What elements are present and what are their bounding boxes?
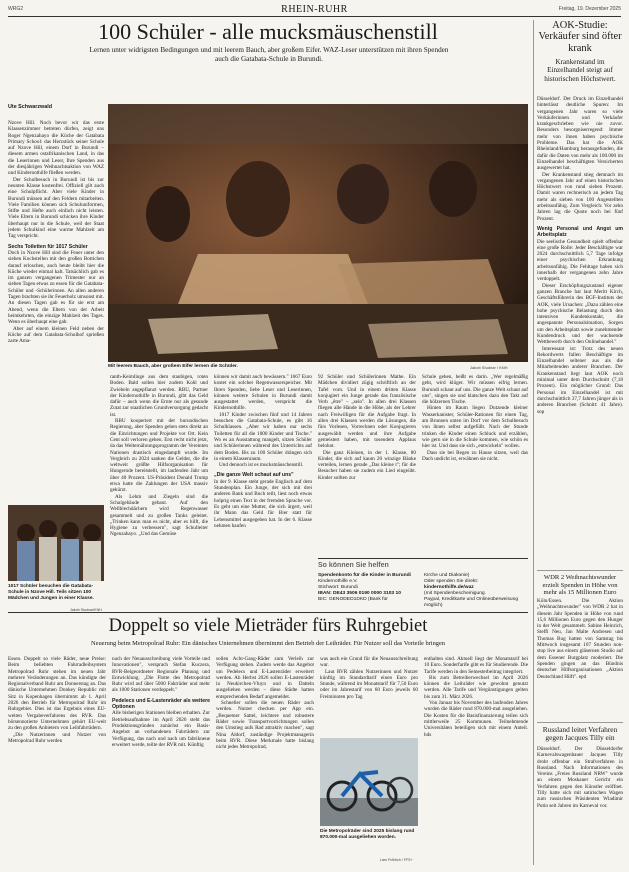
wdr-headline: WDR 2 Weihnachtswunder erzielt Spenden in Höhe von mehr als 15 Millionen Euro bbox=[542, 574, 618, 597]
bottom-col-5 bbox=[424, 656, 528, 868]
donation-account bbox=[318, 573, 422, 603]
paragraph: Laut RVR zählen Nutzerinnen und Nutzer künftig im Standardtarif einen Euro pro Stunde, während im Monatstarif für 7,50 Euro oder im Jahrestarif von 60 Euro jeweils 60 Freiminuten pro Tag bbox=[320, 668, 418, 700]
issue-date: Freitag, 19. Dezember 2025 bbox=[558, 6, 621, 12]
paragraph: ranth-Keimlinge aus dem staubigen, roten Boden. Bald sollen hier zudem Kohl und Zwiebeln angepflanzt werden. RBU, Partner der Kindernothilfe in Burundi, gibt das Geld dafür – auch wenn die Ernte nur als gesunde Zutat zur staatlichen Grundversorgung gedacht ist. bbox=[110, 374, 208, 418]
paragraph: Schneller sollen die neuen Räder auch werden. Nutzer checken per App ein. „Bequemer Sattel, leichtere und robustere Räder sowie Transportvorrichtungen sollen den Umstieg aufs Rad attraktiv machen", sagt Nina Aldorf, zuständige Projektmanagerin beim RVR. Diese Merkmale hatte bislang nicht jedes Metropolrad, bbox=[216, 700, 314, 751]
paragraph: „Die Nutzerinnen und Nutzer von Metropolrad Ruhr werden bbox=[8, 731, 106, 744]
donation-line: (mit Spendenbescheinigung. bbox=[424, 591, 486, 596]
tilly-text bbox=[537, 746, 623, 866]
bottom-col-1 bbox=[8, 656, 106, 868]
paragraph: In der 9. Klasse steht gerade Englisch auf dem Stundenplan. Ein Junge, der sich mit drei anderen Bank und Buch teilt, liest noch etwas holprig einen Text in der fremden Sprache vor. Es geht um eine Mutter, die sich ärgert, weil ihr Mann das Geld für Bier statt für Lebensmittel ausgegeben hat. In der 6. Klasse nehmen haufen bbox=[214, 478, 312, 529]
paragraph: Düsseldorf. Der Düsseldorfer Karnevalswagenbauer Jacques Tilly droht offenbar ein Strafverfahren in Russland. Nach Informationen des Vereins „Freies Russland NRW" wurde an einem Moskauer Gericht ein Verfahren gegen den Künstler eröffnet. Tilly hatte sich mit satirischen Wagen zum russischen Präsidenten Wladimir Putin seit Jahren im Karneval vor. bbox=[537, 746, 623, 809]
paragraph: Dieser Erschöpfungszustand eigener ganzen Branche hat laut Meritt Kirch, Geschäftsführerin des BGF-Instituts der AOK, viele Ursachen: „Dazu zählen eine hohe psychische Belastung durch den intensiven Kundenkontakt, die angespannte Personalsituation, Sorgen um den Arbeitsplatz sowie zunehmender Kundendruck und der wachsende Wettbewerb durch den Onlinehandel." bbox=[537, 282, 623, 346]
paragraph: was auch ein Grund für die Neuausschreibung war. bbox=[320, 656, 418, 669]
bottom-subhead: Neuerung beim Metropolrad Ruhr: Ein dänisches Unternehmen übernimmt den Betrieb der Leihräder. Für Nutzer soll das Vorteile bringen bbox=[91, 640, 445, 647]
paragraph: Als Lehm und Ziegeln sind die Schulgebäude gebaut. Auf den Wellblechdächern wird Regenwasser gesammelt und zu großen Tanks geleitet. „Trinken kann man es nicht, aber es hilft, die Hygiene zu verbessern", sagt Schulleiter Ngenzahayo. „Und das Gemüse bbox=[110, 493, 208, 538]
bike-photo-caption: Die Metropolräder sind 2025 bislang rund 870.000-mal ausgeliehen worden. bbox=[320, 829, 415, 840]
small-photo bbox=[8, 505, 104, 581]
donation-line: BIC: GENODED1DKD (Bank für bbox=[318, 597, 388, 602]
main-photo-credit: Jakob Studnar / KNH bbox=[470, 365, 508, 370]
paragraph: Düsseldorf. Der Druck im Einzelhandel hinterlässt deutliche Spuren: Im vergangenen Jahr waren so viele Verkäuferinnen und Verkäufer krankgeschrieben wie nie zuvor. Besonders besorgniserregend: Immer mehr von ihnen haben psychische Probleme. Das hat die AOK Rheinland/Hamburg herausgefunden, die dafür die Daten von mehr als 100.000 im Einzelhandel beschäftigten Versicherten ausgewertet hat. bbox=[537, 96, 623, 172]
main-col-1 bbox=[8, 120, 104, 500]
paragraph: Der Krankenstand stieg demnach im vergangenen Jahr auf einen historischen Höchstwert von rund sieben Prozent. Damit waren rechnerisch an jedem Tag mehr als sieben von 100 Angestellten arbeitsunfähig. Zum Vergleich: Vor zehn Jahren lag die Quote noch bei fünf Prozent. bbox=[537, 171, 623, 222]
paragraph: Und dennoch ist es mucksmäuschenstill. bbox=[219, 462, 304, 469]
paragraph: Hinten im Raum liegen Dutzende kleiner Wasserkanister, Schüler-Rationen für einen Tag, am Brunnen unten im Dorf vor dem Schulbesuch von ihnen selbst aufgefüllt. Nach der Stunde trinken die Kinder einen Schluck und erzählen, wie gern sie in die Schule kommen, wie schön es hier ist. Und dass sie sich „entwickeln" wollen. bbox=[422, 405, 528, 450]
paragraph: Aber auf einem kleinen Feld neben der Küche auf dem Gatabata-Schulhof sprießen zarte Ama- bbox=[8, 325, 104, 345]
author-byline: Ute Schwarzwald bbox=[8, 104, 53, 110]
paragraph: 1017 Kinder zwischen fünf und 14 Jahren besuchen die Gatabata-Schule, es gibt 16 Schulklassen. „Aber wir haben nur sechs Toiletten für all die 1000 Kinder und Tische." Wo es an Ausstattung mangelt, sitzen Schüler und Schülerinnen während des Unterrichts auf dem Boden. Bis zu 100 Schüler drängen sich in einem Klassenraum. bbox=[214, 411, 312, 462]
paragraph: Interessant ist: Trotz des neuen Rekordwerts fallen Beschäftigte im Einzelhandel seltener aus als die Mitarbeitenden anderer Branchen. Der Krankenstand liegt laut AOK noch minimal unter dem Durchschnitt (7,18 Prozent). Ein möglicher Grund: Das Personal im Einzelhandel ist mit durchschnittlich 37,7 Jahren jünger als in anderen Branchen (Schnitt: 41 Jahre). sop bbox=[537, 345, 623, 415]
paragraph: 92 Schüler und Schülerinnen Mathe. Ein Mädchen dividiert zügig schriftlich an der Tafel vorn. Und in einem dritten Klasse konjugiert ein Junge gerade das französische Verb „être" – „sein". In allen drei Klassen fliegen alle Hände in die Höhe, als der Lehrer nach Freiwilligen für die Aufgabe fragt. In allen drei Klassen werden die Lösungen, die fürs Vorlesen, Vorrechnen oder Konjugieren ausgewählt werden und ihre Aufgabe gemeistert haben, mit tosendem Applaus belohnt. bbox=[318, 374, 416, 450]
section-title: RHEIN-RUHR bbox=[281, 4, 348, 15]
main-col-4 bbox=[318, 374, 416, 554]
bottom-col-4 bbox=[320, 656, 418, 736]
bottom-story-rule bbox=[8, 612, 528, 613]
bottom-col-3 bbox=[216, 656, 314, 868]
main-photo bbox=[108, 104, 528, 362]
small-photo-credit: Jakob Studnar/KNH bbox=[70, 608, 102, 612]
main-col-5 bbox=[422, 374, 528, 554]
story-divider bbox=[537, 722, 623, 723]
aok-text bbox=[537, 96, 623, 566]
paragraph: Alle bisherigen Stationen bleiben erhalten. Zur Betriebsaufnahme im April 2026 steht das Produktionsgründen zunächst ein Basis-Angebot an vorhandenen Fahrrädern zur Verfügung, das nach und nach um fabrikneue erweitert werde, teilte der RVR mit. Künftig bbox=[112, 710, 210, 748]
main-headline: 100 Schüler - alle mucksmäuschenstill bbox=[98, 19, 438, 44]
paragraph: Dass sie bei Regen zu Hause sitzen, weil das Dach undicht ist, erwähnen sie nicht. bbox=[422, 449, 528, 462]
paragraph: Die ganz Kleinen, in der 1. Klasse, 80 Kinder, die sich auf kaum 20 winzige Bänke verteilen, lernen gerade „Das kleine t"; für die Besucher haben sie zudem ein Lied eingeübt. Kinder sollten zur bbox=[318, 449, 416, 481]
children-photo-graphic bbox=[8, 505, 104, 581]
donation-link[interactable]: kindernothilfe.de/waz bbox=[424, 585, 474, 590]
bottom-headline: Doppelt so viele Mieträder fürs Ruhrgebiet bbox=[108, 616, 428, 636]
main-col-3 bbox=[214, 374, 312, 606]
bike-photo-credit: Lars Fröhlich / FFS+ bbox=[380, 858, 413, 862]
paragraph: Köln/Essen. Die Aktion „Weihnachtswunder" von WDR 2 hat in diesem Jahr Spenden in Höhe von rund 15,6 Millionen Euro gegen den Hunger in der Welt gesammelt. Sabine Heinrich, Steffi Neu, Jan Malte Andresen und Thomas Bug hatten von Samstag bis Mittwoch insgesamt 107 Stunden non-stop live aus einem gläsernen Studio auf dem Essener Burgplatz moderiert. Die Spenden gingen an das Bündnis deutscher Hilfsorganisationen „Aktion Deutschland Hilft". epd bbox=[537, 598, 623, 680]
story-divider bbox=[537, 570, 623, 571]
paragraph: sollen Acht-Gang-Räder zum Verleih zur Verfügung stehen. Zudem werde das Angebot um Pedelecs und E-Lastenräder erweitert werden. Ab Herbst 2026 sollen E-Lastenräder in Neukirchen-Vluyn und in Datteln ausgeliehen werden – diese Städte hatten entsprechenden Bedarf angemeldet. bbox=[216, 656, 314, 700]
donation-box bbox=[318, 558, 528, 609]
section-subhead: Wenig Personal und Angst um Arbeitsplatz bbox=[537, 225, 623, 239]
paragraph: RBU kooperiert mit der burundischen Regierung, aber Spenden gehen stets direkt an die Einrichtungen und Projekte vor Ort. Kein Cent soll verloren gehen. Erst recht nicht jetzt, da das Welternährungsprogramm der Vereinten Nationen drastisch eingedampft wurde. Im Vergleich zu 2024 sanken die Gelder, die die weltweit größte Hilfsorganisation für Hungernde bereitstellt, im laufenden Jahr um über 40 Prozent. US-Präsident Donald Trump etwa hatte die Zahlungen der USA massiv gekürzt. bbox=[110, 418, 208, 494]
main-photo-caption: Mit leerem Bauch, aber großem Eifer lernen die Schüler. bbox=[108, 364, 238, 369]
donation-line: Kirche und Diakonie) bbox=[424, 573, 470, 578]
paragraph: Schule gehen, heißt es darin. „Wer regelmäßig geht, wird klüger. Wir müssen eifrig lernen. Burundi schaut auf uns. Die ganze Welt schaut auf uns", singen sie und klatschen dazu den Takt auf die hölzernen Tische. bbox=[422, 374, 528, 406]
donation-line: Paypal, Kreditkarte und Onlineüberweisung möglich) bbox=[424, 597, 519, 608]
paragraph: Der Schulbesuch in Burundi ist bis zur neunten Klasse kostenfrei. Offiziell gilt auch eine Schulpflicht. Aber viele Kinder in Burundi müssen auf den Feldern mitarbeiten. Viele Familien können sich Schuluniformen, Stifte und Hefte auch einfach nicht leisten. Viele Eltern in Burundi schicken ihre Kinder überhaupt nur in die Schule, weil der Staat jedem Schulkind eine warme Mahlzeit am Tag verspricht. bbox=[8, 176, 104, 240]
aok-headline: AOK-Studie: Verkäufer sind öfter krank bbox=[538, 20, 622, 54]
paragraph: Die seelische Gesundheit spielt offenbar eine große Rolle: Jeder Beschäftigte war 2024 durchschnittlich 5,7 Tage infolge einer psychischen Erkrankung arbeitsunfähig. Die Fehltage haben sich innerhalb der vergangenen zehn Jahre verdoppelt. bbox=[537, 238, 623, 283]
donation-line: Kindernothilfe e.V. bbox=[318, 579, 358, 584]
paragraph: Essen. Doppelt so viele Räder, neue Preise: Beim beliebten Fahrradleihsystem Metropolrad Ruhr stehen im neuen Jahr mehrere Veränderungen an. Das kündigte der Regionalverband Ruhr am Donnerstag an. Das dänische Unternehmen Donkey Republic mit Sitz in Kopenhagen übernimmt ab 1. April 2026 den Betrieb für Metropolrad Ruhr im Ruhrgebiet. Dies ist das Ergebnis eines EU-weiten Vergabeverfahrens des RVR. Das börsennotierte Unternehmen gehört EU-weit zu den großen Anbietern von Leihfahrrädern. bbox=[8, 656, 106, 732]
main-subhead: Lernen unter widrigsten Bedingungen und mit leerem Bauch, aber großem Eifer. WAZ-Leser unterstützen mit ihren Spenden auch die Gatabata-Schule in Burundi. bbox=[89, 46, 449, 63]
paragraph: Doch in Nzove Hill sind die Feuer unter den sieben Kochstellen mit den großen Bottichen darauf erloschen, auch heute bleibt hier die Küche wieder einmal kalt. Tatsächlich gab es im ganzen vergangenen Trimester nur an sieben Tagen etwas zu essen für die Gatabata-Schüler und -Schülerinnen. An allen anderen Tagen brachten sie ihr Feuerholz umsonst mit. An diesen Tagen gab es für sie erst am Abend, wenn die Eltern von der Arbeit heimkehrten, die einzige Mahlzeit des Tages. Wenn es überhaupt eine gab. bbox=[8, 249, 104, 326]
donation-account-heading: Spendenkonto für die Kinder in Burundi bbox=[318, 573, 411, 578]
small-photo-caption: 1017 Schüler besuchen die Gatabata-Schule in Nzove Hill. Teils sitzen 100 Mädchen und Jungen in einer Klasse. bbox=[8, 584, 94, 601]
paragraph: Bis zum Betreiberwechsel im April 2026 können die Leihräder wie gewohnt genutzt werden. Alle Tarife und Vergünstigungen gelten bis zum 31. März 2026. bbox=[424, 674, 528, 700]
section-subhead: „Die ganze Welt schaut auf uns" bbox=[214, 472, 294, 479]
classroom-photo-graphic bbox=[108, 104, 528, 362]
donation-iban: IBAN: DE43 3506 0190 0000 3103 10 bbox=[318, 591, 401, 596]
donation-title: So können Sie helfen bbox=[318, 562, 389, 569]
column-divider bbox=[533, 20, 534, 865]
wdr-text bbox=[537, 598, 623, 718]
paragraph: Von Januar bis November des laufenden Jahres wurden die Räder rund 870.000-mal ausgeliehen. Die Kosten für die Basisfinanzierung teilen sich mittlerweile 25 Kommunen. Teilnehmende Universitäten beteiligen sich mit einem Anteil. hds bbox=[424, 700, 528, 738]
paragraph: nach der Neuausschreibung viele Vorteile und Innovationen", versprach Stefan Kuczera, RVR-Beigeordneter Regionale Planung und Entwicklung. „Die Flotte des Metropolrad Ruhr wird auf über 5000 Fahrräder und mehr als 1000 Stationen verdoppelt." bbox=[112, 656, 210, 694]
bottom-col-2 bbox=[112, 656, 210, 868]
header-rule bbox=[8, 16, 621, 17]
tilly-headline: Russland leitet Verfahren gegen Jacques Tilly ein bbox=[542, 725, 618, 743]
main-col-2 bbox=[110, 374, 208, 606]
donation-line: Oder spenden Sie direkt: bbox=[424, 579, 479, 584]
bikes-photo-graphic bbox=[320, 738, 418, 826]
bike-photo bbox=[320, 738, 418, 826]
paragraph: können wir damit auch bewässern." 1667 Euro kostet ein solcher Regenwasserspeicher. Mit Ihren Spenden, liebe Leser und Leserinnen, können weitere Schulen in Burundi damit ausgestattet werden, verspricht die Kindernothilfe. bbox=[214, 374, 312, 412]
section-subhead: Sechs Toiletten für 1017 Schüler bbox=[8, 243, 88, 250]
aok-subhead: Krankenstand im Einzelhandel steigt auf historischen Höchstwert. bbox=[544, 58, 616, 83]
page-label: WRG2 bbox=[8, 6, 23, 12]
section-subhead: Pedelecs und E-Lastenräder als weitere Optionen bbox=[112, 697, 210, 711]
paragraph: enthalten sind. Aktuell liegt der Monatstarif bei 10 Euro. Sonderfarife gibt es für Studierende. Die Tarife werden in den Semesterbeitrag integriert. bbox=[424, 656, 528, 675]
paragraph: Nzove Hill. Noch bevor wir das erste Klassenzimmer betreten dürfen, zeigt uns Roger Ngenzahayo die Küche der Gatabata Primary School: das Herzstück seiner Schule auf Nzove Hill, einem Dorf in Burundi – diesem armen ostafrikanischen Land, in das die Leserinnen und Leser, Ihre Spenden aus der diesjährigen Weihnachtsaktion von WAZ und Kindernothilfe fließen werden. bbox=[8, 120, 104, 177]
donation-line: Stichwort: Burundi bbox=[318, 585, 358, 590]
donation-online bbox=[424, 573, 528, 609]
